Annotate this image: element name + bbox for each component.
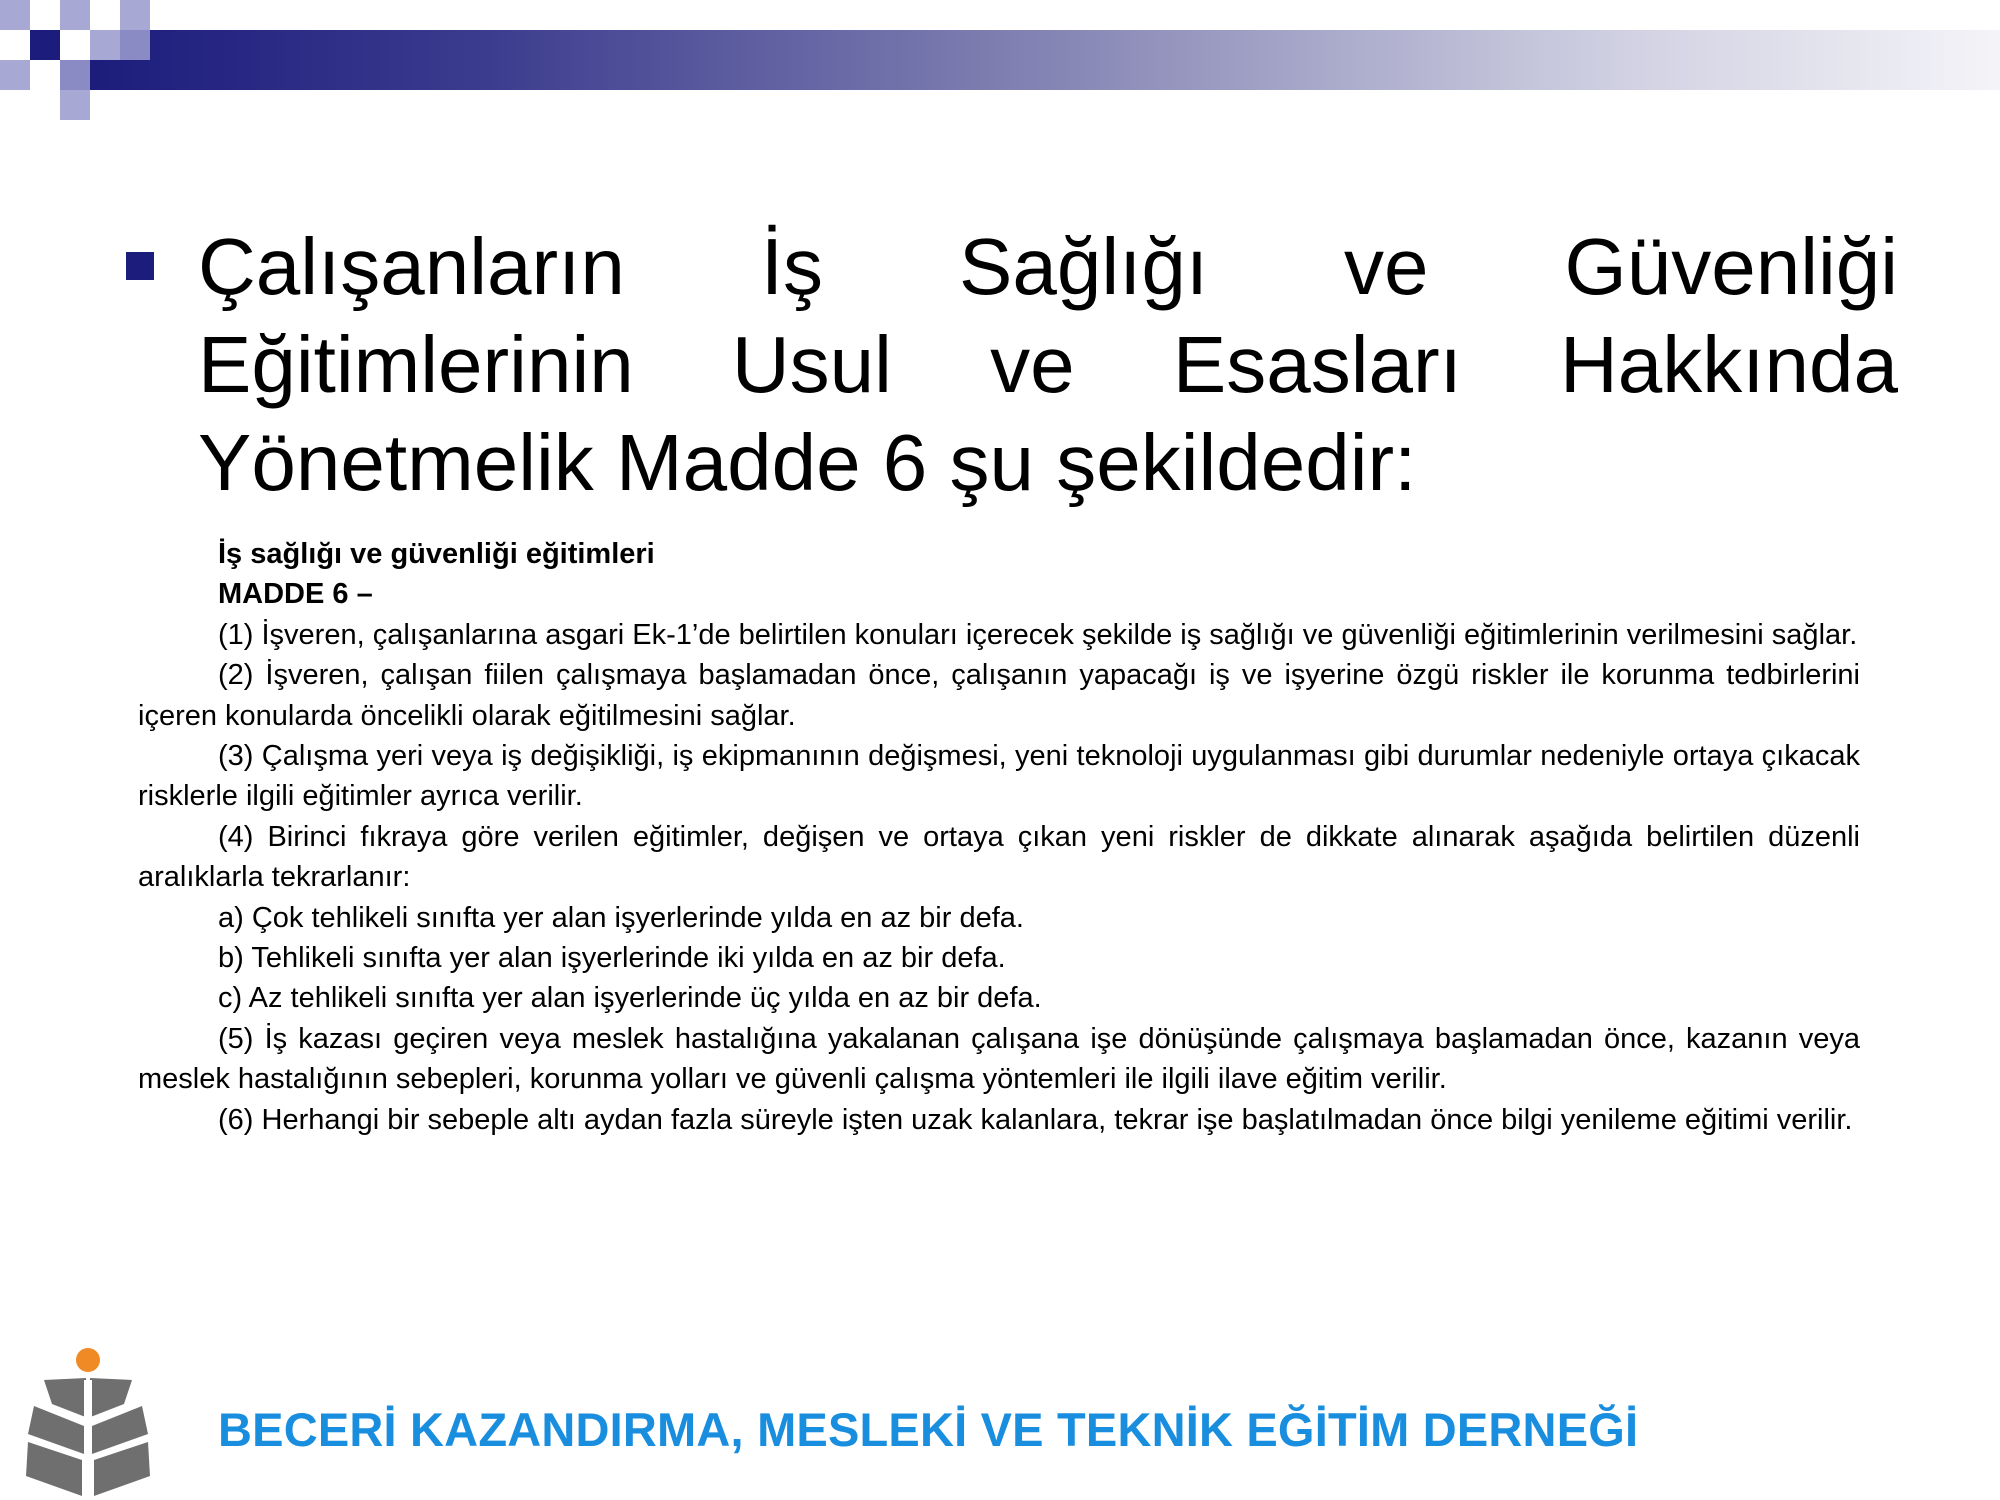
article-number: MADDE 6 –	[218, 578, 373, 611]
header-square	[30, 30, 60, 60]
square-bullet-icon	[126, 252, 154, 280]
paragraph: (3) Çalışma yeri veya iş değişikliği, iş ekipmanının değişmesi, yeni teknoloji uygulanması gibi durumlar nedeniyle ortaya çıkacak risklerle ilgili eğitimler ayrıca verilir.	[138, 740, 1860, 813]
list-item: a) Çok tehlikeli sınıfta yer alan işyerlerinde yılda en az bir defa.	[218, 901, 1024, 934]
paragraph: (2) İşveren, çalışan fiilen çalışmaya başlamadan önce, çalışanın yapacağı iş ve işyerine özgü riskler ile korunma tedbirlerini içeren konularda öncelikli olarak eğitilmesini sağlar.	[138, 659, 1860, 732]
organization-name: BECERİ KAZANDIRMA, MESLEKİ VE TEKNİK EĞİTİM DERNEĞİ	[218, 1403, 1639, 1456]
list-item: b) Tehlikeli sınıfta yer alan işyerlerinde iki yılda en az bir defa.	[218, 942, 1006, 975]
regulation-text	[138, 534, 1860, 1140]
slide-heading: Çalışanların İş Sağlığı ve Güvenliği Eğitimlerinin Usul ve Esasları Hakkında Yönetmelik Madde 6 şu şekildedir:	[198, 222, 1898, 507]
book-tree-logo-icon	[26, 1348, 166, 1498]
paragraph: (5) İş kazası geçiren veya meslek hastalığına yakalanan çalışana işe dönüşünde çalışmaya başlamadan önce, kazanın veya meslek hastalığının sebepleri, korunma yolları ve güvenli çalışma yöntemleri ile ilgili ilave eğitim verilir.	[138, 1022, 1860, 1096]
list-item: c) Az tehlikeli sınıfta yer alan işyerlerinde üç yılda en az bir defa.	[218, 982, 1042, 1015]
header-square	[60, 60, 90, 90]
paragraph: (1) İşveren, çalışanlarına asgari Ek-1’de belirtilen konuları içerecek şekilde iş sağlığı ve güvenliği eğitimlerinin verilmesini sağlar.	[218, 618, 1858, 651]
header-gradient-band	[90, 30, 2000, 90]
header-square	[60, 0, 90, 30]
header-square	[60, 90, 90, 120]
header-square	[0, 60, 30, 90]
header-square	[120, 0, 150, 30]
paragraph: (4) Birinci fıkraya göre verilen eğitimler, değişen ve ortaya çıkan yeni riskler de dikkate alınarak aşağıda belirtilen düzenli aralıklarla tekrarlanır:	[138, 820, 1860, 894]
header-square	[90, 30, 120, 60]
header-square	[120, 30, 150, 60]
header-square	[0, 0, 30, 30]
paragraph: (6) Herhangi bir sebeple altı aydan fazla süreyle işten uzak kalanlara, tekrar işe başlatılmadan önce bilgi yenileme eğitimi verilir.	[218, 1103, 1853, 1136]
article-title: İş sağlığı ve güvenliği eğitimleri	[218, 538, 655, 570]
